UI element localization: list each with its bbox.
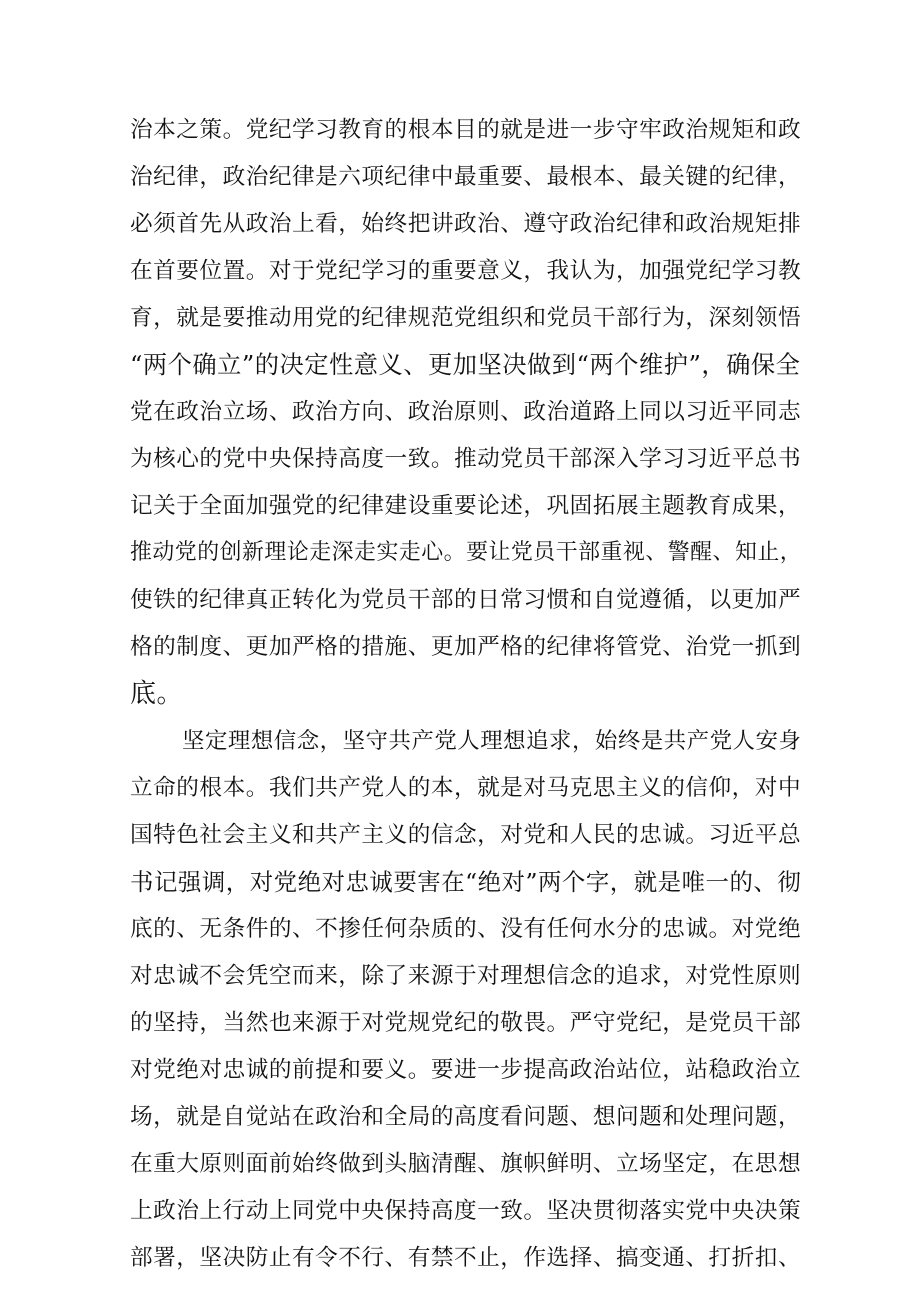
text-line: 对党绝对忠诚的前提和要义。要进一步提高政治站位，站稳政治立	[130, 1057, 802, 1083]
text-line: 在首要位置。对于党纪学习的重要意义，我认为，加强党纪学习教	[130, 258, 802, 284]
text-line: 部署，坚决防止有令不行、有禁不止，作选择、搞变通、打折扣、	[130, 1245, 802, 1271]
text-line: 治纪律，政治纪律是六项纪律中最重要、最根本、最关键的纪律，	[130, 164, 802, 190]
text-line: 底。	[130, 679, 184, 709]
text-line: 坚定理想信念，坚守共产党人理想追求，始终是共产党人安身	[182, 728, 802, 754]
text-line: 在重大原则面前始终做到头脑清醒、旗帜鲜明、立场坚定，在思想	[130, 1151, 802, 1177]
text-line: 对忠诚不会凭空而来，除了来源于对理想信念的追求，对党性原则	[130, 963, 802, 989]
text-line: 底的、无条件的、不掺任何杂质的、没有任何水分的忠诚。对党绝	[130, 916, 802, 942]
text-line: 育，就是要推动用党的纪律规范党组织和党员干部行为，深刻领悟	[130, 305, 802, 331]
text-line: 立命的根本。我们共产党人的本，就是对马克思主义的信仰，对中	[130, 775, 802, 801]
text-line: 国特色社会主义和共产主义的信念，对党和人民的忠诚。习近平总	[130, 822, 802, 848]
text-line: 场，就是自觉站在政治和全局的高度看问题、想问题和处理问题，	[130, 1104, 802, 1130]
text-line: 必须首先从政治上看，始终把讲政治、遵守政治纪律和政治规矩排	[130, 211, 802, 237]
text-line: 为核心的党中央保持高度一致。推动党员干部深入学习习近平总书	[130, 446, 802, 472]
text-line: 推动党的创新理论走深走实走心。要让党员干部重视、警醒、知止，	[130, 540, 803, 565]
text-line: 书记强调，对党绝对忠诚要害在“绝对”两个字，就是唯一的、彻	[130, 868, 802, 896]
text-line: 格的制度、更加严格的措施、更加严格的纪律将管党、治党一抓到	[130, 634, 802, 660]
text-line: 治本之策。党纪学习教育的根本目的就是进一步守牢政治规矩和政	[130, 117, 802, 143]
text-line: “两个确立”的决定性意义、更加坚决做到“两个维护”，确保全	[130, 350, 801, 379]
text-line: 的坚持，当然也来源于对党规党纪的敬畏。严守党纪，是党员干部	[130, 1010, 802, 1036]
text-line: 上政治上行动上同党中央保持高度一致。坚决贯彻落实党中央决策	[130, 1198, 802, 1224]
text-line: 使铁的纪律真正转化为党员干部的日常习惯和自觉遵循，以更加严	[130, 587, 802, 613]
text-line: 党在政治立场、政治方向、政治原则、政治道路上同以习近平同志	[130, 399, 802, 425]
text-line: 记关于全面加强党的纪律建设重要论述，巩固拓展主题教育成果，	[130, 493, 802, 519]
